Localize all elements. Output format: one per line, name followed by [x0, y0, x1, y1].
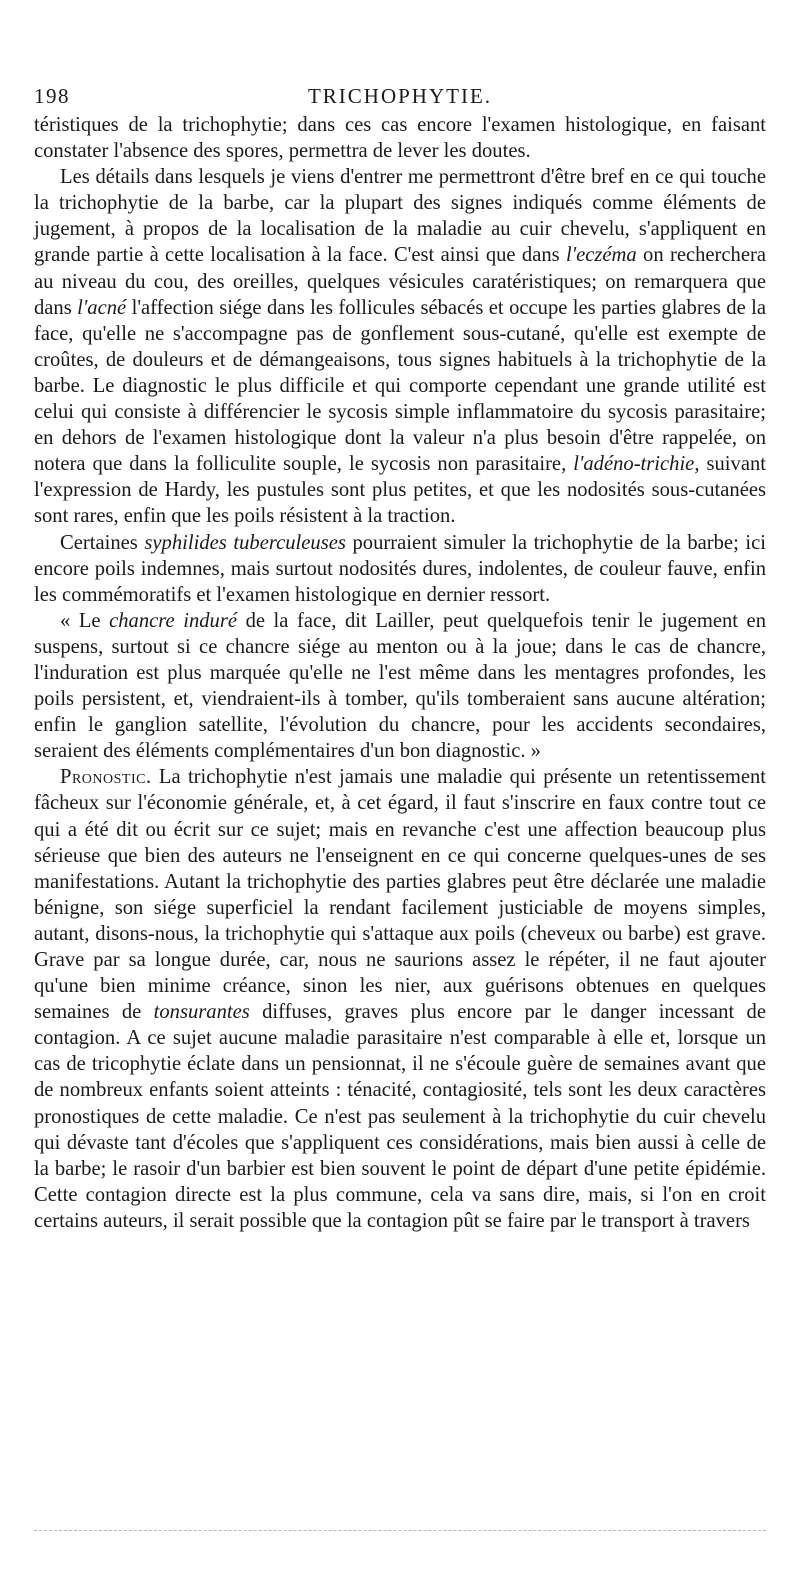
section-heading: Pronostic.	[60, 766, 152, 789]
text-run: Les détails dans lesquels je viens d'entrer me permettront d'être bref en ce qui touche la trichophytie de la barbe, car la plupart des signes indiqués comme éléments de jugement, à propos de la localisation de la maladie au cuir chevelu, s'appliquent en grande partie à cette localisation à la face. C'est ainsi que dans	[34, 166, 766, 267]
paragraph	[34, 608, 766, 765]
text-run: suivant l'expression de Hardy, les pustules sont plus petites, et que les nodosités sous-cutanées sont rares, enfin que les poils résistent à la traction.	[34, 453, 766, 528]
paragraph	[34, 530, 766, 608]
text-run: de la face, dit Lailler, peut quelquefois tenir le jugement en suspens, surtout si ce chancre siége au menton ou à la joue; dans le cas de chancre, l'induration est plus marquée qu'elle ne l'est même dans les mentagres profondes, les poils persistent, et, viendraient-ils à tomber, qu'ils tomberaient sans aucune altération; enfin le ganglion satellite, l'évolution du chancre, pour les accidents secondaires, seraient des éléments complémentaires d'un bon diagnostic. »	[34, 609, 766, 763]
text-run: téristiques de la trichophytie; dans ces cas encore l'examen histologique, en faisant constater l'absence des spores, permettra de lever les doutes.	[34, 114, 766, 163]
text-run: pourraient simuler la trichophytie de la barbe; ici encore poils indemnes, mais surtout nodosités dures, indolentes, de couleur fauve, enfin les commémoratifs et l'examen histologique en dernier ressort.	[34, 531, 766, 606]
text-run: « Le	[60, 609, 110, 632]
italic-term: l'adéno-trichie,	[573, 453, 700, 476]
italic-term: l'acné	[77, 296, 127, 319]
italic-term: tonsurantes	[153, 1001, 250, 1024]
paragraph	[34, 112, 766, 164]
text-run: diffuses, graves plus encore par le danger incessant de contagion. A ce sujet aucune maladie parasitaire n'est comparable à elle et, lorsque un cas de tricophytie éclate dans un pensionnat, il ne s'écoule guère de semaines avant que de nombreux enfants soient atteints : ténacité, contagiosité, tels sont les deux caractères pronostiques de cette maladie. Ce n'est pas seulement à la trichophytie du cuir chevelu qui dévaste tant d'écoles que s'appliquent ces considérations, mais bien aussi à celle de la barbe; le rasoir d'un barbier est bien souvent le point de départ d'une petite épidémie. Cette contagion directe est la plus commune, cela va sans dire, mais, si l'on en croit certains auteurs, il serait possible que la contagion pût se faire par le transport à travers	[34, 1001, 766, 1232]
text-run: l'affection siége dans les follicules sébacés et occupe les parties glabres de la face, qu'elle ne s'accompagne pas de gonflement sous-cutané, qu'elle est exempte de croûtes, de douleurs et de démangeaisons, tous signes habituels à la trichophytie de la barbe. Le diagnostic le plus difficile et qui comporte cependant une grande utilité est celui qui consiste à différencier le sycosis simple inflammatoire du sycosis parasitaire; en dehors de l'examen histologique dont la valeur n'a plus besoin d'être rappelée, on notera que dans la folliculite souple, le sycosis non parasitaire,	[34, 296, 766, 476]
text-run: La trichophytie n'est jamais une maladie qui présente un retentissement fâcheux sur l'économie générale, et, à cet égard, il faut s'inscrire en faux contre tout ce qui a été dit ou écrit sur ce sujet; mais en revanche c'est une affection beaucoup plus sérieuse que bien des auteurs ne l'enseignent en ce qui concerne quelques-unes de ses manifestations. Autant la trichophytie des parties glabres peut être déclarée une maladie bénigne, son siége superficiel la rendant facilement justiciable de moyens simples, autant, disons-nous, la trichophytie qui s'attaque aux poils (cheveux ou barbe) est grave. Grave par sa longue durée, car, nous ne saurions assez le répéter, il ne faut ajouter qu'une bien minime créance, sinon les nier, aux guérisons obtenues en quelques semaines de	[34, 766, 766, 1024]
page-number: 198	[34, 84, 70, 108]
text-run: on recherchera au niveau du cou, des oreilles, quelques vésicules caratéristiques; on remarquera que dans	[34, 244, 766, 319]
text-run: Certaines	[60, 531, 145, 554]
running-head	[34, 84, 766, 112]
italic-term: chancre induré	[109, 609, 238, 632]
italic-term: syphilides tuberculeuses	[144, 531, 346, 554]
paragraph	[34, 164, 766, 529]
paragraph	[34, 764, 766, 1234]
body-text	[34, 112, 766, 1234]
italic-term: l'eczéma	[565, 244, 637, 267]
page-header-title: TRICHOPHYTIE.	[307, 84, 493, 108]
footer-rule	[34, 1530, 766, 1531]
